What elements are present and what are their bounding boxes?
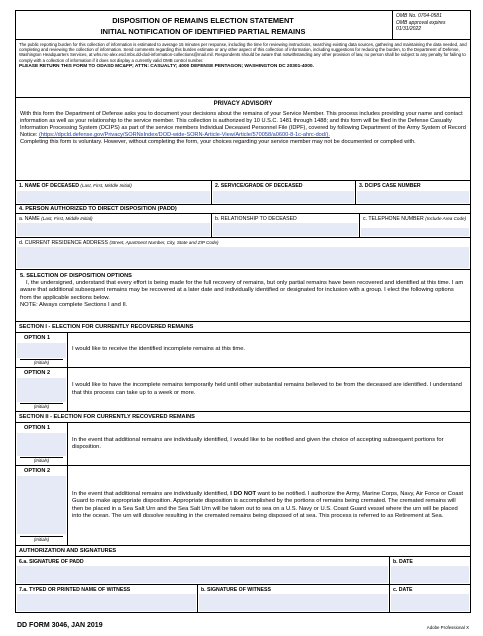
privacy-heading: PRIVACY ADVISORY <box>213 101 273 107</box>
initials-label: (Initials) <box>33 458 50 463</box>
relationship-field[interactable] <box>212 214 360 237</box>
section2-option1-text: In the event that additional remains are individually identified, I would like to be notified and given the choice of accepting subsequent portions for disposition. <box>72 436 444 450</box>
address-field[interactable] <box>16 238 470 269</box>
f3-label: 3. DCIPS CASE NUMBER <box>359 183 421 189</box>
form-footer <box>15 622 471 634</box>
auth-heading: AUTHORIZATION AND SIGNATURES <box>15 546 471 557</box>
section1-option1-initials[interactable] <box>16 333 68 367</box>
f4a-label: a. NAME <box>19 216 40 222</box>
initials-input[interactable] <box>17 433 66 456</box>
f4c-label: c. TELEPHONE NUMBER <box>363 216 424 222</box>
form-title-line1: DISPOSITION OF REMAINS ELECTION STATEMENT <box>112 16 294 25</box>
padd-signature-field[interactable] <box>16 557 390 584</box>
return-address: PLEASE RETURN THIS FORM TO ODASD MC&FP; ATTN: CASUALTY; 4000 DEFENSE PENTAGON; WASHINGTON DC 20301-4000. <box>19 63 314 69</box>
witness-name-field[interactable] <box>16 585 198 612</box>
initials-input[interactable] <box>17 343 66 358</box>
option-label: OPTION 2 <box>24 370 51 376</box>
dcips-case-input[interactable] <box>357 191 469 203</box>
witness-signature-label <box>201 587 386 593</box>
form-number: DD FORM 3046, JAN 2019 <box>17 622 103 629</box>
f4d-label: d. CURRENT RESIDENCE ADDRESS <box>19 240 108 246</box>
omb-number: OMB No. 0704-0581 <box>396 13 442 19</box>
form-page <box>15 10 471 613</box>
witness-signature-field[interactable] <box>198 585 390 612</box>
padd-name-label <box>19 216 208 222</box>
option-label: OPTION 1 <box>24 335 51 341</box>
deceased-info-row <box>15 181 471 205</box>
initials-label: (Initials) <box>33 537 50 542</box>
relationship-input[interactable] <box>213 223 358 236</box>
initials-input[interactable] <box>17 378 66 402</box>
section2-option1 <box>15 423 471 466</box>
f1-label: NAME OF DECEASED <box>24 183 79 189</box>
privacy-advisory <box>15 98 471 181</box>
witness-date-input[interactable] <box>391 594 469 611</box>
f6a-label: 6.a. SIGNATURE OF PADD <box>19 559 84 565</box>
padd-section-heading: 4. PERSON AUTHORIZED TO DIRECT DISPOSITION (PADD) <box>15 205 471 214</box>
form-header <box>15 10 471 40</box>
section1-option2 <box>15 368 471 412</box>
section2-option2-paragraph <box>72 491 466 520</box>
opt2-pre: In the event that additional remains are individually identified, <box>72 491 231 498</box>
f2-label: 2. SERVICE/GRADE OF DECEASED <box>215 183 303 189</box>
option-label: OPTION 1 <box>24 425 51 431</box>
dcips-case-label <box>359 183 467 189</box>
witness-name-label <box>19 587 194 593</box>
section1-option2-initials[interactable] <box>16 368 68 411</box>
address-label <box>19 240 467 246</box>
padd-signature-label <box>19 559 386 565</box>
deceased-name-label <box>19 183 208 189</box>
burden-text: The public reporting burden for this collection of information is estimated to average 15 minutes per response, including the time for reviewing instructions, searching existing data sources, gathering and maintaining the data needed, and completing and reviewing the collection of information. Send comments regarding this burden estimate or any other aspect of this collection of information, including suggestions for reducing the burden, to the Department of Defense, Washington Headquarters Services, at whs.mc-alex.esd.mbx.dd-dod-information-collections@mail.mil. Respondents should be aware that notwithstanding any other provision of law, no person shall be subject to any penalty for failing to comply with a collection of information if it does not display a currently valid OMB control number. <box>19 42 467 63</box>
padd-date-field[interactable] <box>390 557 470 584</box>
section5-text: I, the undersigned, understand that every effort is being made for the full recovery of remains, but only partial remains have been recovered and identified at this time. I am aware that additional subsequent remains may be recovered at a later date and individually identified or designated for inclusion with a group. I elect the following options from the applicable sections below. <box>20 280 464 301</box>
padd-signature-row <box>15 557 471 585</box>
software-label: Adobe Professional X <box>426 625 469 630</box>
omb-box <box>392 11 470 39</box>
f1-num: 1. <box>19 183 24 189</box>
opt2-post: want to be notified. I authorize the Army, Marine Corps, Navy, Air Force or Coast Guard to make appropriate disposition. Appropriate disposition is accomplished by the portions of remains being cremated. The cremated remains will then be placed in a Sea Salt Urn and the Sea Salt Urn will be taken out to sea on a U.S. Navy or U.S. Coast Guard vessel where the urn will be placed into the ocean. The urn will dissolve resulting in the cremated remains being disposed of at sea. This process is referred to as Retirement at Sea. <box>72 491 463 519</box>
padd-signature-input[interactable] <box>17 566 388 583</box>
initials-label: (Initials) <box>33 404 50 409</box>
privacy-text <box>20 111 466 139</box>
section2-option2-text <box>68 466 470 545</box>
f4a-hint: (Last, First, Middle Initial) <box>41 216 93 221</box>
privacy-text-2: Completing this form is voluntary. However, without completing the form, your choices regarding your service member may not be documented or complied with. <box>20 139 416 145</box>
section2-option2-initials[interactable] <box>16 466 68 545</box>
f4d-hint: (Street, Apartment Number, City, State and ZIP Code) <box>109 240 219 245</box>
padd-date-label <box>393 559 467 565</box>
f4c-hint: (Include Area Code) <box>425 216 467 221</box>
form-title-line2: INITIAL NOTIFICATION OF IDENTIFIED PARTIAL REMAINS <box>100 27 306 36</box>
deceased-name-field[interactable] <box>16 181 212 204</box>
section5-note: NOTE: Always complete Sections I and II. <box>20 301 128 308</box>
telephone-input[interactable] <box>361 228 469 236</box>
f1-hint: (Last, First, Middle Initial) <box>80 183 132 188</box>
section1-option1-text: I would like to receive the identified incomplete remains at this time. <box>72 346 246 353</box>
f7b-label: b. SIGNATURE OF WITNESS <box>201 587 271 593</box>
sorn-link[interactable]: (https://dpcld.defense.gov/Privacy/SORNsIndex/DOD-wide-SORN-Article-View/Article/570058/a0600-8-1c-ahrc-dod/). <box>38 132 330 138</box>
service-grade-label <box>215 183 352 189</box>
padd-name-field[interactable] <box>16 214 212 237</box>
f7c-label: c. DATE <box>393 587 413 593</box>
section2-heading: SECTION II - ELECTION FOR CURRENTLY RECOVERED REMAINS <box>15 412 471 423</box>
option-label: OPTION 2 <box>24 468 51 474</box>
privacy-text-1: With this form the Department of Defense asks you to document your decisions about the remains of your Service Member. This process includes providing your name and contact information as well as your relationship to the service member. This collection is authorized by 10 U.S.C. 1481 through 1488; and this form will be filed in the Defense Casualty Information Processing System (DCIPS) as part of the service members Individual Deceased Personnel File (IDPF), covered by following Department of the Army System of Record Notice: <box>20 111 466 138</box>
witness-signature-input[interactable] <box>199 594 388 611</box>
telephone-label <box>363 216 467 222</box>
witness-name-input[interactable] <box>17 594 196 611</box>
address-input[interactable] <box>17 247 469 268</box>
service-grade-input[interactable] <box>213 191 354 203</box>
witness-date-field[interactable] <box>390 585 470 612</box>
relationship-label: b. RELATIONSHIP TO DECEASED <box>215 216 297 222</box>
disposition-options-section <box>15 270 471 322</box>
section2-option2 <box>15 466 471 546</box>
form-title <box>16 15 390 37</box>
omb-approval: OMB approval expires <box>396 19 446 26</box>
telephone-field[interactable] <box>360 214 470 237</box>
deceased-name-input[interactable] <box>17 191 210 203</box>
f6b-label: b. DATE <box>393 559 413 565</box>
address-row <box>15 238 471 270</box>
burden-statement <box>15 40 471 98</box>
section1-option2-text: I would like to have the incomplete remains temporarily held until other substantial remains believed to be from the deceased are identified. I understand that this process can take up to a week or more. <box>72 382 462 396</box>
witness-date-label <box>393 587 467 593</box>
section2-option1-initials[interactable] <box>16 423 68 465</box>
service-grade-field[interactable] <box>212 181 356 204</box>
witness-row <box>15 585 471 613</box>
opt2-bold: I DO NOT <box>230 491 256 498</box>
f7a-label: 7.a. TYPED OR PRINTED NAME OF WITNESS <box>19 587 131 593</box>
omb-date: 01/31/2022 <box>396 26 422 33</box>
initials-input[interactable] <box>17 476 66 534</box>
padd-name-input[interactable] <box>17 223 210 236</box>
section1-option1 <box>15 333 471 368</box>
padd-date-input[interactable] <box>391 566 469 583</box>
initials-label: (Initials) <box>33 360 50 365</box>
dcips-case-field[interactable] <box>356 181 470 204</box>
section1-heading: SECTION I - ELECTION FOR CURRENTLY RECOVERED REMAINS <box>15 322 471 333</box>
section5-title: 5. SELECTION OF DISPOSITION OPTIONS <box>20 273 132 279</box>
padd-info-row <box>15 214 471 238</box>
